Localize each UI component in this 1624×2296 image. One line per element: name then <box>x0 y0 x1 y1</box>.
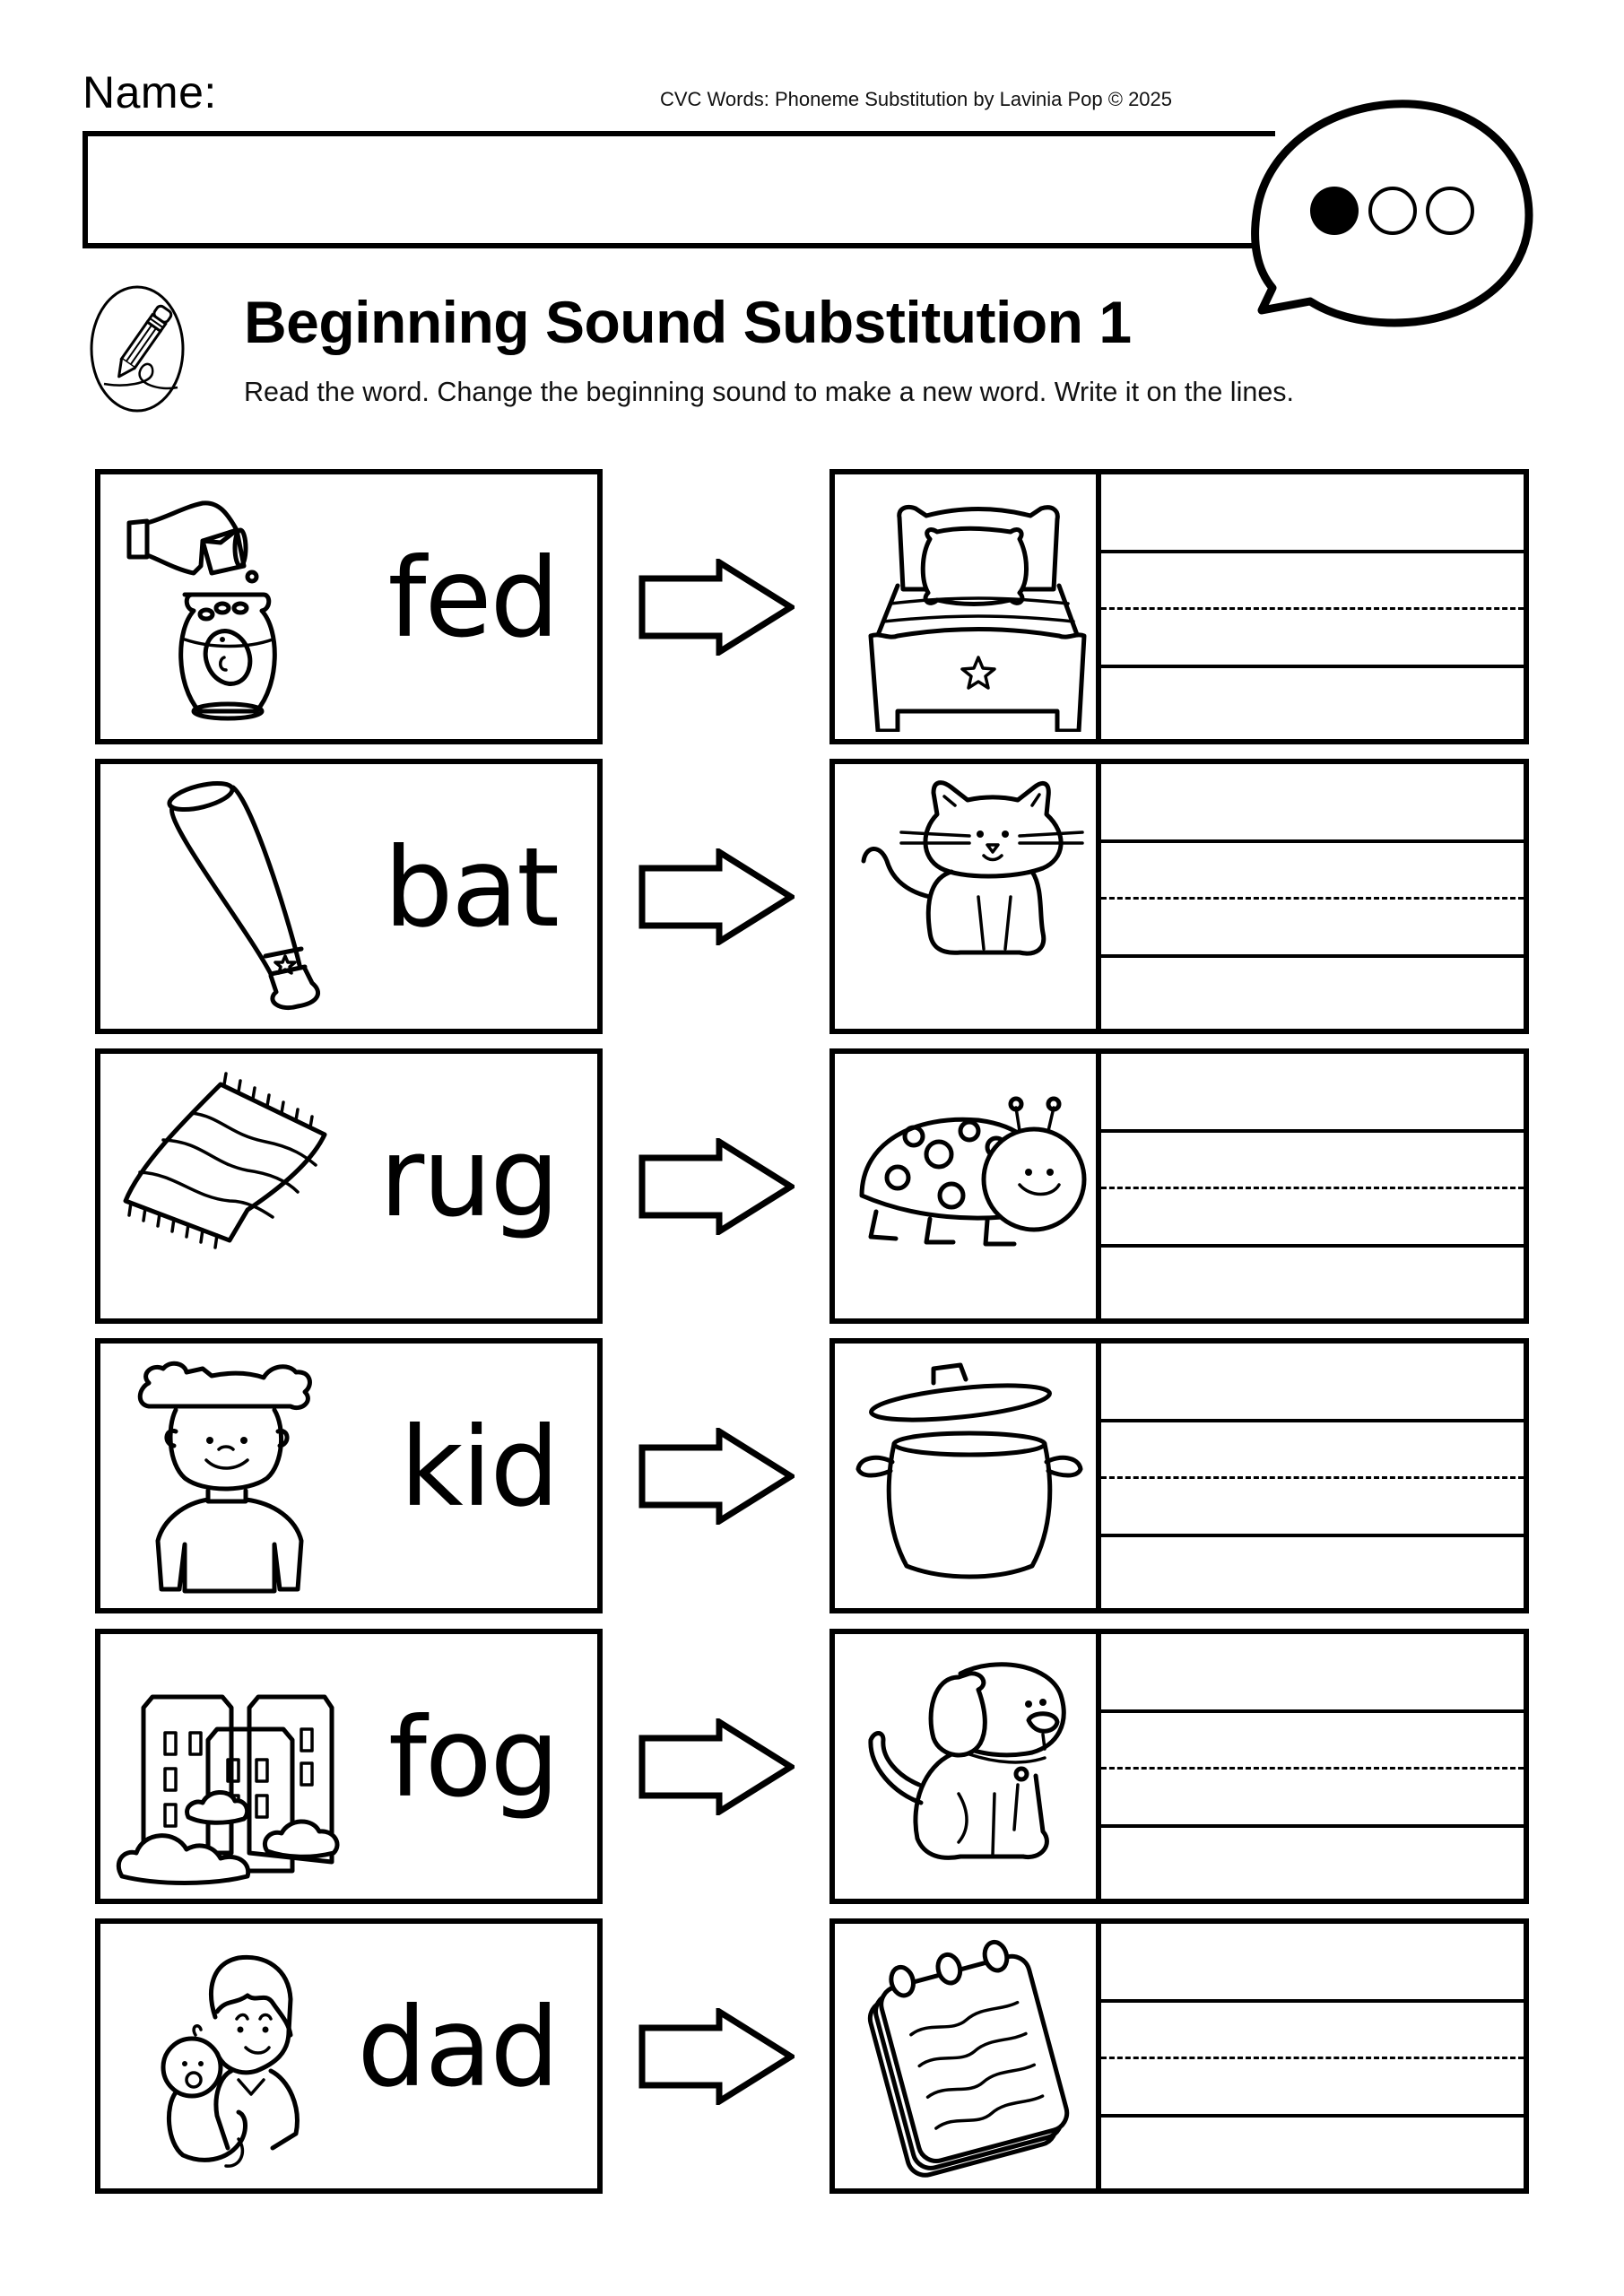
line-mid-dashed <box>1101 1767 1524 1770</box>
word-text: fed <box>387 534 558 662</box>
arrow-right-icon <box>638 2008 795 2105</box>
word-card <box>95 1338 603 1613</box>
line-base <box>1101 2114 1524 2118</box>
word-card <box>95 1048 603 1324</box>
exercise-row-6 <box>0 1918 1624 2194</box>
line-mid-dashed <box>1101 1187 1524 1189</box>
dad-holding-baby-icon <box>113 1936 382 2177</box>
word-text: bat <box>383 823 558 952</box>
line-base <box>1101 1824 1524 1828</box>
word-text: rug <box>379 1113 558 1241</box>
cat-icon <box>844 771 1092 1022</box>
pot-with-lid-icon <box>844 1351 1092 1601</box>
activity-instructions: Read the word. Change the beginning sound to make a new word. Write it on the lines. <box>244 377 1295 407</box>
line-base <box>1101 665 1524 668</box>
line-base <box>1101 1534 1524 1537</box>
line-mid-dashed <box>1101 897 1524 900</box>
arrow-right-icon <box>638 848 795 945</box>
word-text: fog <box>387 1693 558 1822</box>
line-top <box>1101 1709 1524 1713</box>
answer-picture <box>835 474 1101 739</box>
exercise-row-1 <box>0 469 1624 744</box>
writing-lines[interactable] <box>1101 764 1524 1029</box>
line-top <box>1101 839 1524 843</box>
answer-picture <box>835 1344 1101 1608</box>
speech-bubble-dots-icon <box>1251 90 1538 332</box>
writing-lines[interactable] <box>1101 1344 1524 1608</box>
word-card <box>95 469 603 744</box>
word-card <box>95 759 603 1034</box>
ladybug-icon <box>844 1061 1092 1311</box>
arrow-right-icon <box>638 1718 795 1815</box>
word-text: dad <box>357 1983 558 2111</box>
answer-card <box>829 1629 1529 1904</box>
word-card <box>95 1918 603 2194</box>
line-top <box>1101 1129 1524 1133</box>
answer-card <box>829 1918 1529 2194</box>
activity-title: Beginning Sound Substitution 1 <box>244 289 1132 355</box>
bed-icon <box>844 482 1092 732</box>
word-text: kid <box>400 1403 558 1531</box>
level-dot-empty <box>1370 188 1415 233</box>
arrow-right-icon <box>638 1428 795 1525</box>
buildings-in-fog-icon <box>113 1647 382 1887</box>
writing-lines[interactable] <box>1101 1924 1524 2188</box>
name-label: Name: <box>83 67 217 117</box>
answer-picture <box>835 1054 1101 1318</box>
exercise-row-5 <box>0 1629 1624 1904</box>
line-mid-dashed <box>1101 2057 1524 2059</box>
exercise-row-2 <box>0 759 1624 1034</box>
copyright-text: CVC Words: Phoneme Substitution by Lavinia Pop © 2025 <box>660 88 1173 110</box>
dog-icon <box>844 1641 1092 1892</box>
line-base <box>1101 954 1524 958</box>
answer-card <box>829 469 1529 744</box>
pencil-writing-icon <box>88 283 187 414</box>
answer-card <box>829 1338 1529 1613</box>
answer-card <box>829 1048 1529 1324</box>
writing-lines[interactable] <box>1101 1634 1524 1899</box>
arrow-right-icon <box>638 1138 795 1235</box>
kid-icon <box>113 1356 382 1596</box>
line-top <box>1101 550 1524 553</box>
word-card <box>95 1629 603 1904</box>
hand-feeding-fish-icon <box>113 487 382 727</box>
line-base <box>1101 1244 1524 1248</box>
name-input-field[interactable] <box>83 131 1275 248</box>
line-mid-dashed <box>1101 607 1524 610</box>
answer-picture <box>835 764 1101 1029</box>
baseball-bat-icon <box>113 777 382 1017</box>
answer-picture <box>835 1634 1101 1899</box>
answer-card <box>829 759 1529 1034</box>
line-top <box>1101 1999 1524 2003</box>
line-top <box>1101 1419 1524 1422</box>
writing-lines[interactable] <box>1101 474 1524 739</box>
rug-icon <box>113 1066 382 1307</box>
level-dot-empty <box>1428 188 1472 233</box>
exercise-row-3 <box>0 1048 1624 1324</box>
notepad-icon <box>844 1931 1092 2181</box>
line-mid-dashed <box>1101 1476 1524 1479</box>
level-dot-filled <box>1310 187 1359 235</box>
answer-picture <box>835 1924 1101 2188</box>
writing-lines[interactable] <box>1101 1054 1524 1318</box>
arrow-right-icon <box>638 559 795 656</box>
exercise-row-4 <box>0 1338 1624 1613</box>
